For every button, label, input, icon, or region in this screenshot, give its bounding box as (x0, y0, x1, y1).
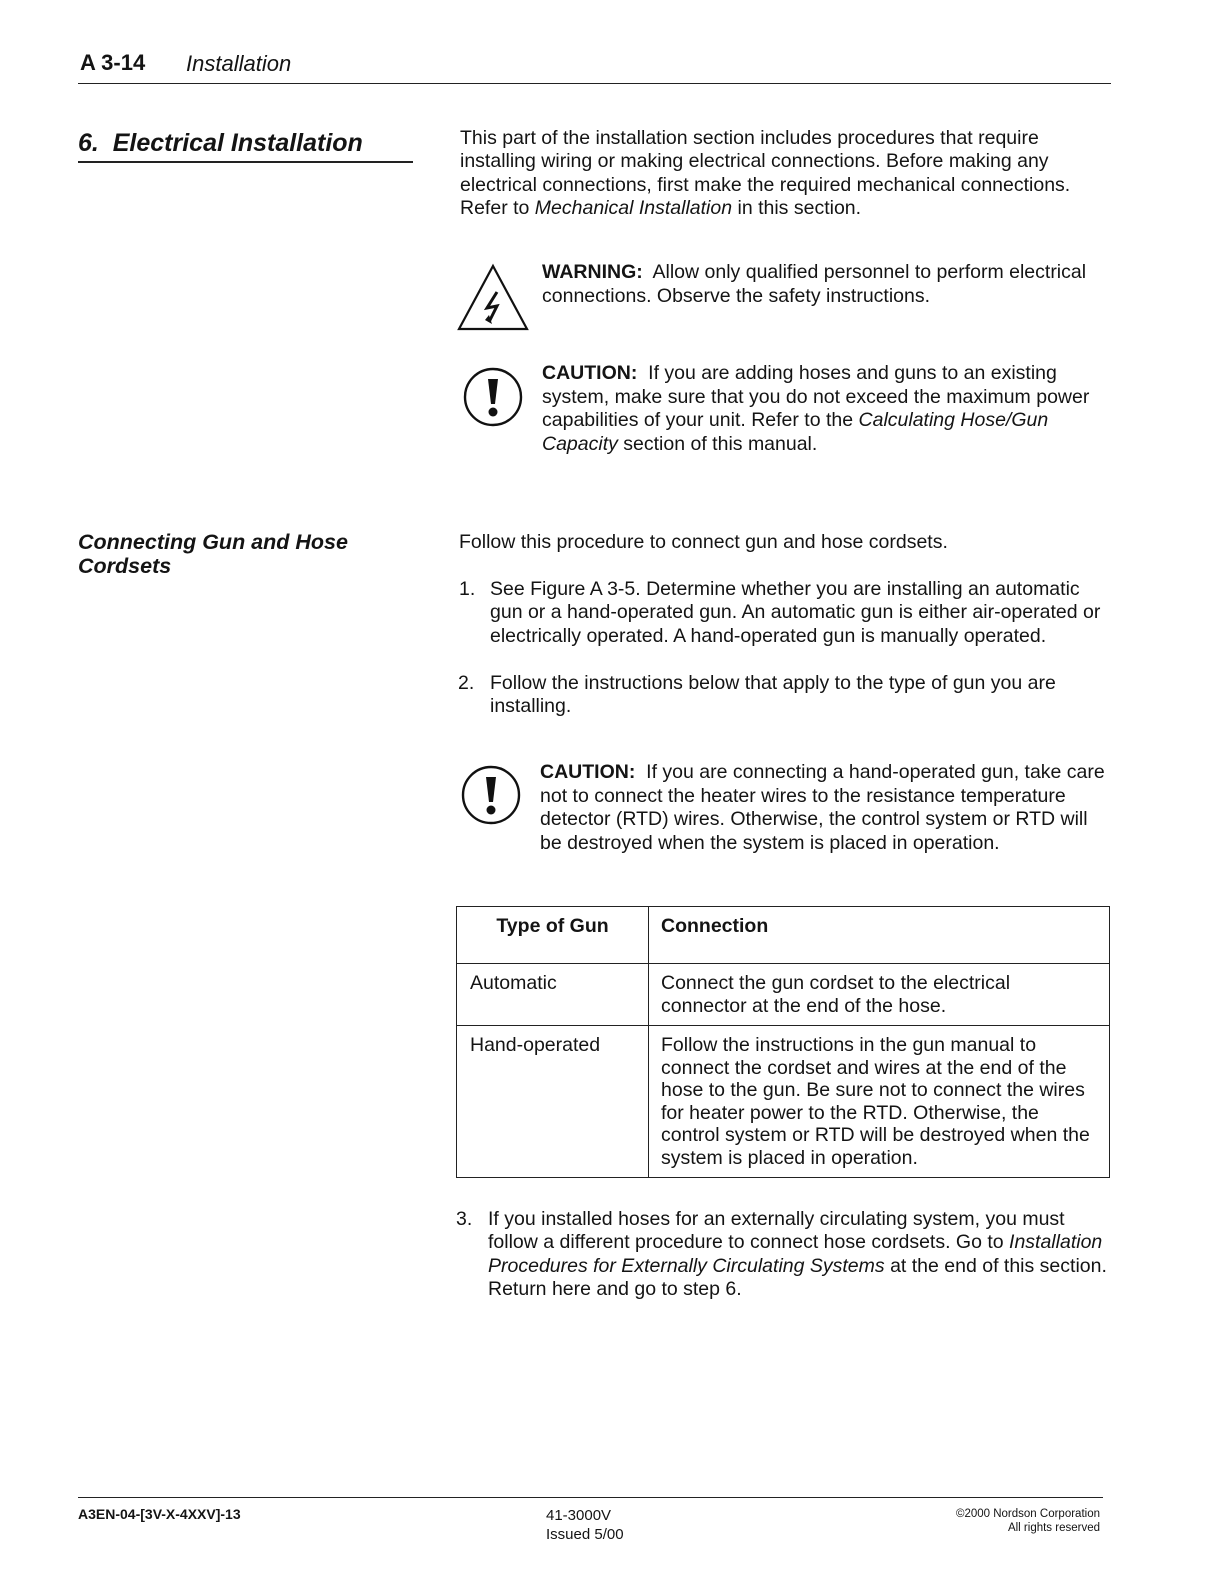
table-row (457, 1026, 1110, 1178)
footer-rule (78, 1497, 1103, 1498)
subsection-title: Connecting Gun and Hose Cordsets (78, 530, 348, 578)
step-number: 1. (459, 578, 476, 600)
table-cell-connection: Connect the gun cordset to the electrical connector at the end of the hose. (649, 964, 1110, 1026)
table-header-row (457, 907, 1110, 964)
document-code: A3EN-04-[3V-X-4XXV]-13 (78, 1506, 241, 1522)
part-number: 41-3000V (546, 1507, 612, 1524)
rights-reserved: All rights reserved (1007, 1521, 1100, 1534)
table-cell-type: Automatic (457, 964, 649, 1026)
table-cell-connection: Follow the instructions in the gun manual to connect the cordset and wires at the end of the hose to the gun. Be sure not to connect the wires for heater power to the RTD. Otherwise, the control system or RTD will be destroyed when the system is placed in operation. (649, 1026, 1110, 1178)
caution-icon (462, 366, 524, 428)
electrical-hazard-warning-icon (456, 262, 530, 332)
step-number: 3. (456, 1208, 473, 1230)
step-text: Follow the instructions below that apply to the type of gun you are installing. (490, 672, 1056, 718)
chapter-title: Installation (186, 51, 292, 76)
caution-icon (460, 764, 522, 826)
warning-label: WARNING: (542, 261, 643, 283)
gun-connection-table (456, 906, 1110, 1178)
caution-label: CAUTION: (542, 362, 638, 384)
step-number: 2. (458, 672, 475, 694)
step-text: See Figure A 3-5. Determine whether you are installing an automatic gun or a hand-operated gun. An automatic gun is either air-operated or electrically operated. A hand-operated gun is manually operated. (490, 578, 1101, 647)
copyright: ©2000 Nordson Corporation (955, 1508, 1100, 1520)
subsection-lead: Follow this procedure to connect gun and hose cordsets. (459, 531, 948, 553)
page-number: A 3-14 (80, 50, 146, 75)
table-row (457, 964, 1110, 1026)
caution-note-rtd: CAUTION: If you are connecting a hand-operated gun, take care not to connect the heater wires to the resistance temperature detector (RTD) wires. Otherwise, the control system or RTD will be destroyed when the system is placed in operation. (540, 761, 1105, 854)
section-title: 6. Electrical Installation (78, 129, 363, 157)
table-cell-type: Hand-operated (457, 1026, 649, 1178)
caution-label: CAUTION: (540, 761, 636, 783)
column-header-connection: Connection (649, 907, 1110, 964)
warning-note: WARNING: Allow only qualified personnel to perform electrical connections. Observe the safety instructions. (542, 261, 1087, 307)
part-number-block (546, 1506, 624, 1544)
section-title-underline (78, 161, 413, 163)
issue-date: Issued 5/00 (546, 1526, 624, 1543)
section-intro: This part of the installation section includes procedures that require installing wiring or making electrical connections. Before making any electrical connections, first make the required mechanical connections. Refer to Mechanical Installation in this section. (460, 127, 1071, 219)
caution-note-capacity: CAUTION: If you are adding hoses and guns to an existing system, make sure that you do not exceed the maximum power capabilities of your unit. Refer to the Calculating Hose/Gun Capacity section of this manual. (542, 362, 1090, 455)
column-header-type: Type of Gun (457, 907, 649, 964)
copyright-block (900, 1508, 1100, 1535)
step-text: If you installed hoses for an externally circulating system, you must follow a different procedure to connect hose cordsets. Go to Installation Procedures for Externally Circulating Systems at the end of this section. Return here and go to step 6. (488, 1208, 1107, 1300)
header-rule (78, 83, 1111, 84)
